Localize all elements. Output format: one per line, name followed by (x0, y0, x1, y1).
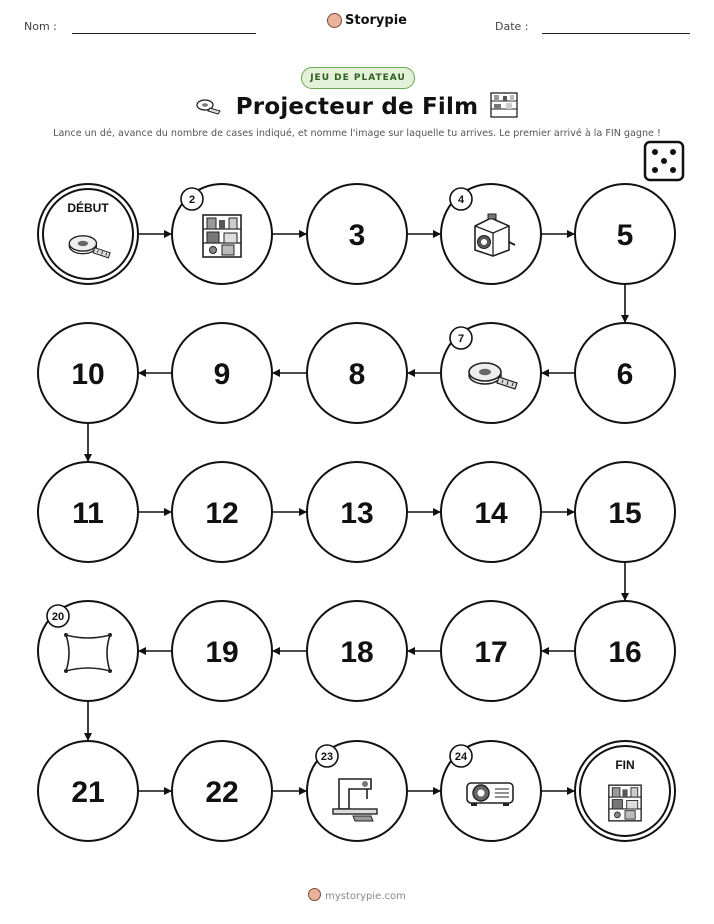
space-number: 19 (205, 636, 239, 669)
board-space-4 (441, 184, 541, 284)
space-number: 18 (340, 636, 374, 669)
board-space-5 (575, 184, 675, 284)
dice-icon (645, 142, 683, 180)
board-space-15 (575, 462, 675, 562)
space-number: 12 (205, 497, 239, 530)
board-space-21 (38, 741, 138, 841)
projection-screen-icon (64, 633, 112, 673)
board-space-7 (441, 323, 541, 423)
board-space-16 (575, 601, 675, 701)
space-number: 24 (454, 751, 468, 763)
space-number: 11 (72, 497, 104, 530)
space-number: 2 (188, 194, 196, 206)
instructions: Lance un dé, avance du nombre de cases indiqué, et nomme l'image sur laquelle tu arrives. Le premier arrivé à la FIN gagne ! (53, 128, 661, 139)
mascot-icon (308, 888, 321, 901)
space-number: 14 (474, 497, 508, 530)
start-label: DÉBUT (67, 201, 109, 215)
space-number: 10 (71, 358, 105, 391)
space-circle (38, 184, 138, 284)
board-space-10 (38, 323, 138, 423)
space-number: 13 (340, 497, 374, 530)
equipment-shelf-icon (609, 785, 641, 821)
board-space-14 (441, 462, 541, 562)
board-space-3 (307, 184, 407, 284)
board-spaces (38, 184, 675, 841)
date-label: Date : (495, 20, 529, 33)
board-space-8 (307, 323, 407, 423)
space-number: 22 (205, 776, 239, 809)
board-space-11 (38, 462, 138, 562)
space-number: 4 (457, 194, 465, 206)
space-number: 23 (320, 751, 334, 763)
board-space-12 (172, 462, 272, 562)
equipment-shelf-icon (203, 215, 241, 257)
footer (0, 888, 714, 902)
space-number: 5 (616, 219, 634, 252)
projector-icon (467, 783, 513, 806)
space-number: 6 (616, 358, 634, 391)
finish-label: FIN (615, 758, 635, 772)
space-number: 8 (348, 358, 366, 391)
space-number: 15 (608, 497, 642, 530)
name-label: Nom : (24, 20, 57, 33)
space-number: 16 (608, 636, 642, 669)
space-number: 20 (51, 611, 65, 623)
board-space-23 (307, 741, 407, 841)
space-number: 7 (457, 333, 465, 345)
board-space-18 (307, 601, 407, 701)
board-space-24 (441, 741, 541, 841)
board-space-1 (38, 184, 138, 284)
board-space-13 (307, 462, 407, 562)
space-number: 21 (71, 776, 105, 809)
board-space-25 (575, 741, 675, 841)
space-number: 17 (474, 636, 508, 669)
space-number: 3 (348, 219, 366, 252)
space-number: 9 (213, 358, 231, 391)
board-space-17 (441, 601, 541, 701)
board-space-6 (575, 323, 675, 423)
footer-url: mystorypie.com (325, 891, 406, 902)
board-space-22 (172, 741, 272, 841)
board-space-2 (172, 184, 272, 284)
board-space-9 (172, 323, 272, 423)
board-space-20 (38, 601, 138, 701)
page-title-text: Projecteur de Film (235, 94, 479, 120)
brand-name: Storypie (345, 13, 407, 28)
game-type-badge: JEU DE PLATEAU (301, 67, 415, 89)
board-space-19 (172, 601, 272, 701)
